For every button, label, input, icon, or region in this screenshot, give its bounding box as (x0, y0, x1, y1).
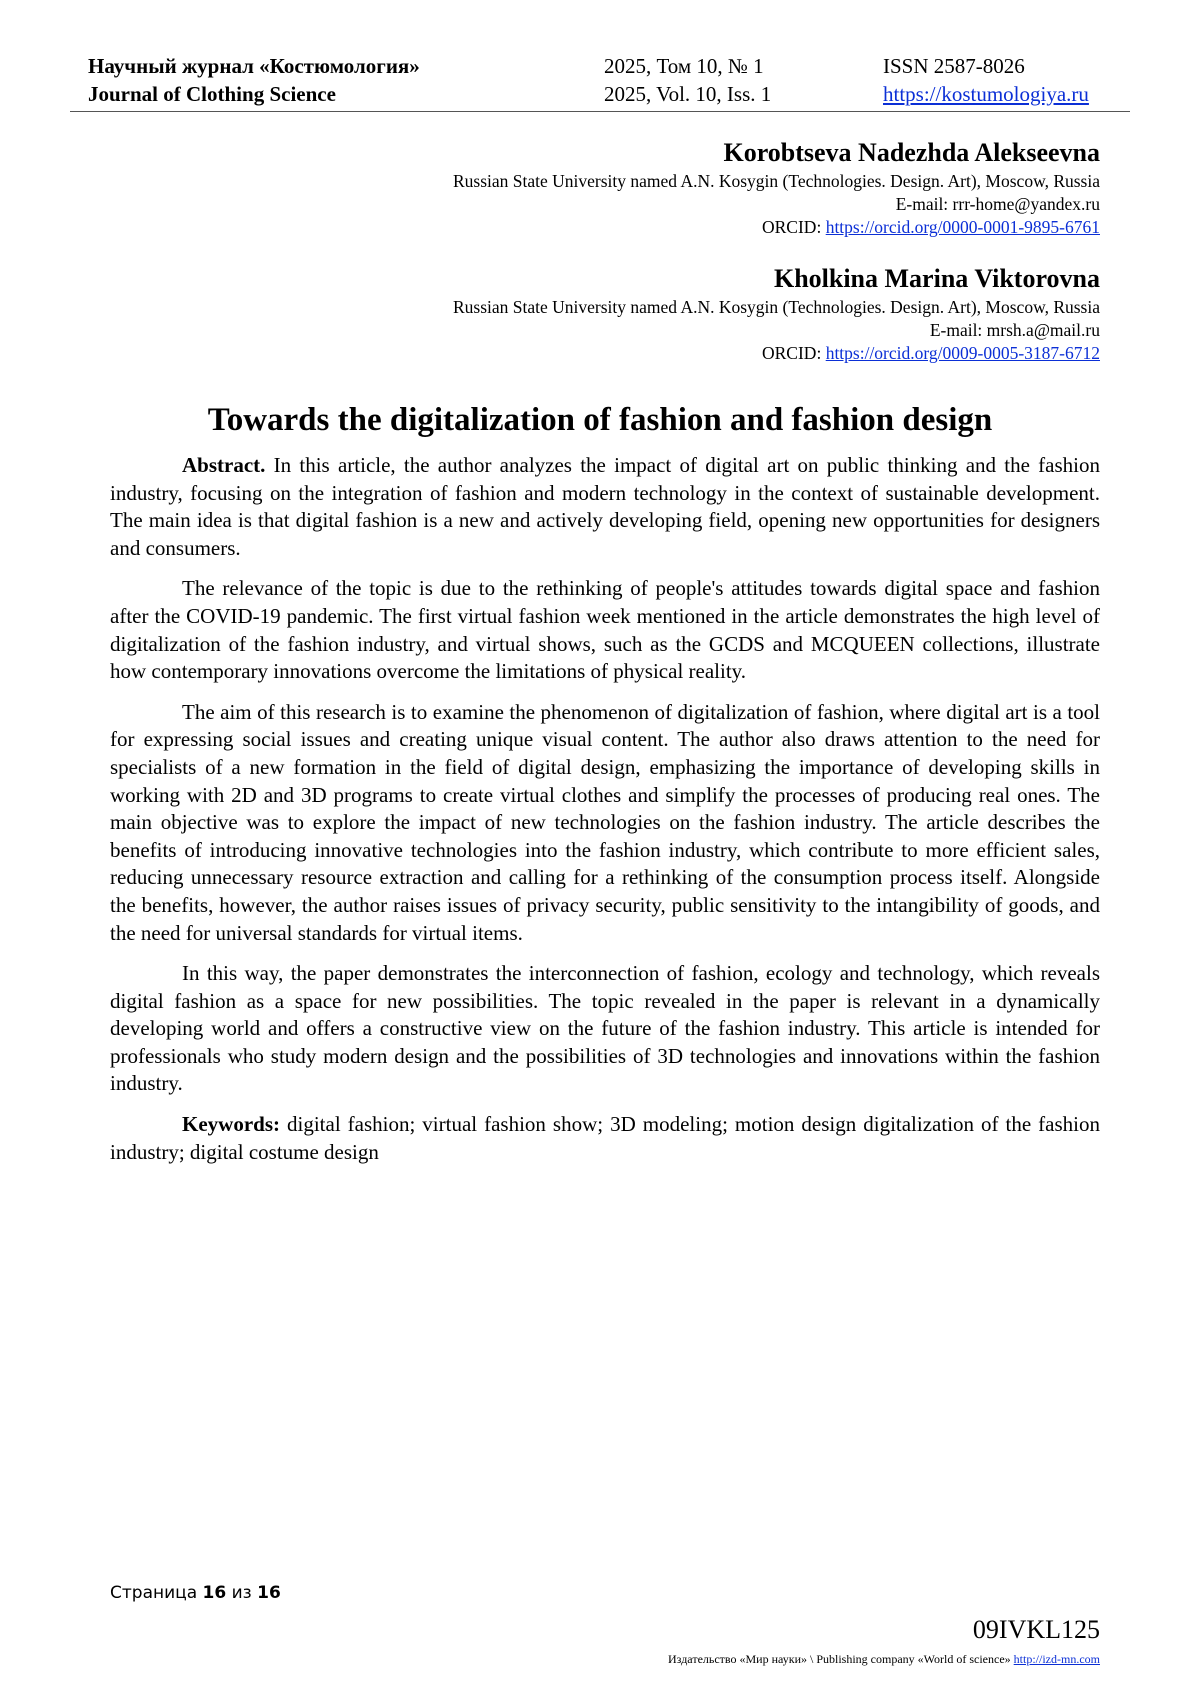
orcid-label: ORCID: (762, 343, 826, 363)
abstract-text: In this article, the author analyzes the impact of digital art on public thinking and the fashion industry, focusing on the integration of fashion and modern technology in the context of sustainable development. The main idea is that digital fashion is a new and actively developing field, opening new opportunities for designers and consumers. (110, 453, 1100, 560)
abstract-body (110, 452, 1100, 1179)
keywords-label: Keywords: (182, 1112, 280, 1137)
abstract-paragraph (110, 452, 1100, 562)
keywords-text: digital fashion; virtual fashion show; 3D modeling; motion design digitalization of the fashion industry; digital costume design (110, 1112, 1100, 1164)
page-prefix: Страница (110, 1583, 203, 1603)
author-block-2 (200, 262, 1100, 365)
issn-column (883, 52, 1089, 108)
author-affiliation: Russian State University named A.N. Kosygin (Technologies. Design. Art), Moscow, Russia (452, 297, 1100, 317)
article-title: Towards the digitalization of fashion and fashion design (207, 402, 993, 438)
journal-header (70, 52, 1130, 112)
orcid-link[interactable]: https://orcid.org/0009-0005-3187-6712 (825, 343, 1100, 363)
abstract-paragraph: The aim of this research is to examine the phenomenon of digitalization of fashion, where digital art is a tool for expressing social issues and creating unique visual content. The author also draws attention to the need for specialists of a new formation in the field of digital design, emphasizing the importance of developing skills in working with 2D and 3D programs to create virtual clothes and simplify the processes of producing real ones. The main objective was to explore the impact of new technologies on the fashion industry. The article describes the benefits of introducing innovative technologies into the fashion industry, which contribute to more efficient sales, reducing unnecessary resource extraction and calling for a rethinking of the consumption process itself. Alongside the benefits, however, the author raises issues of privacy security, public sensitivity to the intangibility of goods, and the need for universal standards for virtual items. (110, 699, 1100, 945)
publisher-name: Издательство «Мир науки» \ Publishing company «World of science» (668, 1652, 1014, 1666)
author-orcid (200, 216, 1100, 239)
page-total: 16 (257, 1583, 281, 1603)
author-email: E-mail: mrsh.a@mail.ru (929, 320, 1100, 340)
issue-en: 2025, Vol. 10, Iss. 1 (604, 82, 772, 106)
abstract-paragraph: The relevance of the topic is due to the rethinking of people's attitudes towards digital space and fashion after the COVID-19 pandemic. The first virtual fashion week mentioned in the article demonstrates the high level of digitalization of the fashion industry, and virtual shows, such as the GCDS and MCQUEEN collections, illustrate how contemporary innovations overcome the limitations of physical reality. (110, 576, 1100, 684)
author-orcid (200, 342, 1100, 365)
article-code: 09IVKL125 (972, 1615, 1100, 1644)
publisher-line (668, 1651, 1100, 1667)
author-email: E-mail: rrr-home@yandex.ru (895, 194, 1100, 214)
journal-name-ru: Научный журнал «Костюмология» (88, 54, 420, 78)
issue-ru: 2025, Том 10, № 1 (604, 54, 764, 78)
orcid-link[interactable]: https://orcid.org/0000-0001-9895-6761 (825, 217, 1100, 237)
issue-column (604, 52, 771, 108)
keywords-paragraph (110, 1111, 1100, 1166)
journal-name-en: Journal of Clothing Science (88, 82, 336, 106)
issn: ISSN 2587-8026 (883, 54, 1025, 78)
page-current: 16 (202, 1583, 227, 1603)
abstract-label: Abstract. (182, 453, 266, 477)
orcid-label: ORCID: (762, 217, 826, 237)
author-block-1 (200, 136, 1100, 239)
author-affiliation: Russian State University named A.N. Kosygin (Technologies. Design. Art), Moscow, Russia (452, 171, 1100, 191)
publisher-link[interactable]: http://izd-mn.com (1013, 1652, 1100, 1666)
journal-name-column (88, 52, 420, 108)
page-separator: из (226, 1583, 258, 1603)
journal-site-link[interactable]: https://kostumologiya.ru (883, 82, 1089, 106)
abstract-paragraph: In this way, the paper demonstrates the interconnection of fashion, ecology and technology, which reveals digital fashion as a space for new possibilities. The topic revealed in the paper is relevant in a dynamically developing world and offers a constructive view on the future of the fashion industry. This article is intended for professionals who study modern design and the possibilities of 3D technologies and innovations within the fashion industry. (110, 961, 1100, 1096)
author-name: Kholkina Marina Viktorovna (773, 264, 1100, 293)
page-number (110, 1583, 281, 1603)
author-name: Korobtseva Nadezhda Alekseevna (723, 138, 1100, 167)
